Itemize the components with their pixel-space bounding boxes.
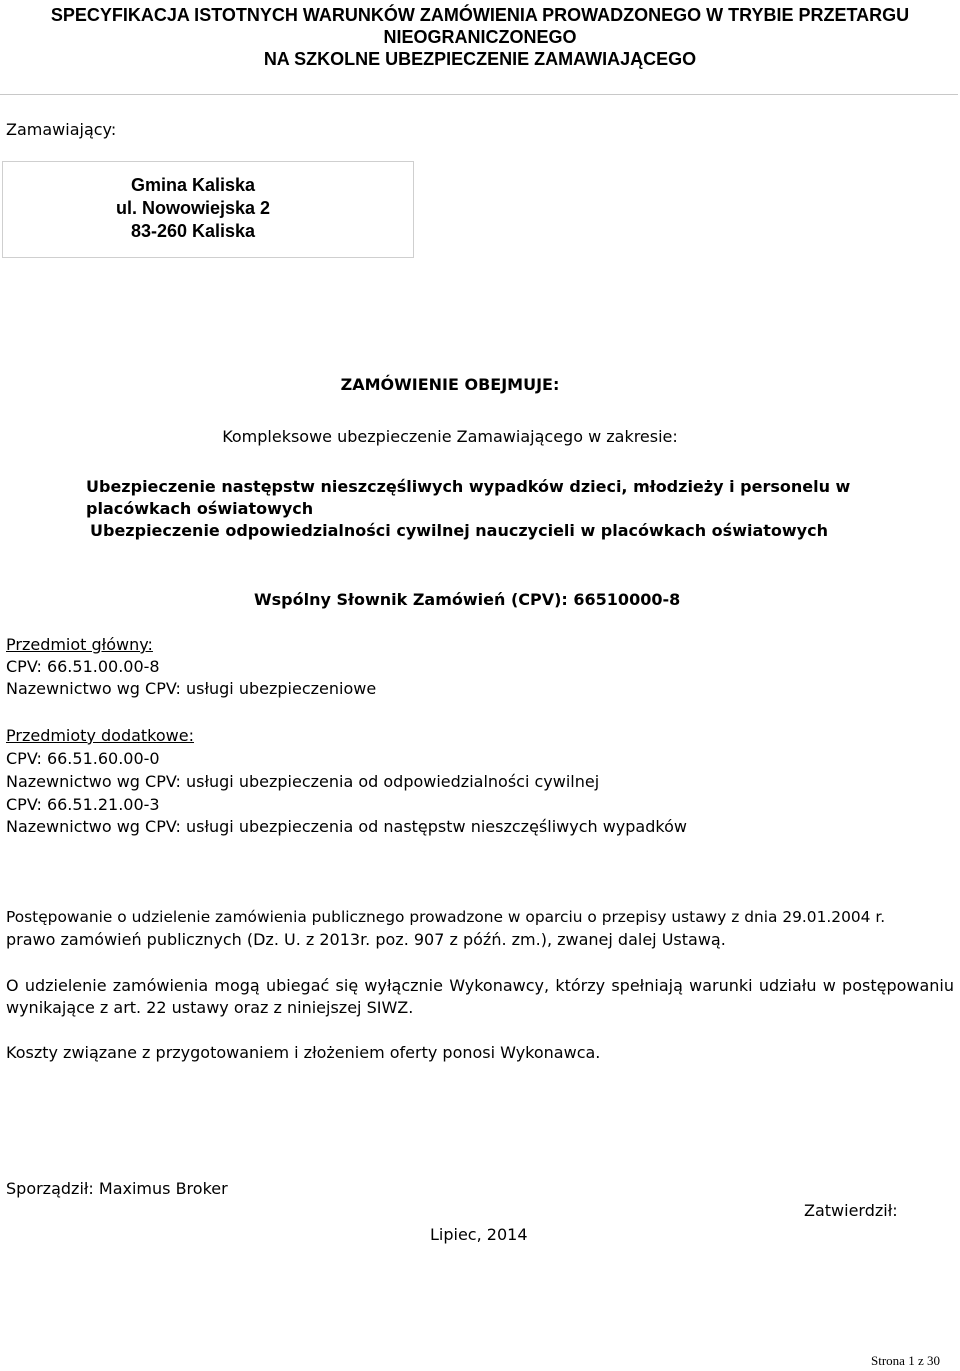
scope-intro: Kompleksowe ubezpieczenie Zamawiającego w zakresie:: [222, 427, 678, 446]
client-street: ul. Nowowiejska 2: [115, 198, 271, 218]
cpv-extra-2-name: Nazewnictwo wg CPV: usługi ubezpieczenia od następstw nieszczęśliwych wypadków: [6, 817, 687, 836]
document-title-line-3: NA SZKOLNE UBEZPIECZENIE ZAMAWIAJĄCEGO: [263, 49, 697, 69]
cpv-heading: Wspólny Słownik Zamówień (CPV): 66510000-8: [254, 590, 681, 609]
procedure-paragraph-line-1: Postępowanie o udzielenie zamówienia publicznego prowadzone w oparciu o przepisy ustawy z dnia 29.01.2004 r.: [6, 908, 886, 926]
cpv-main-code: CPV: 66.51.00.00-8: [6, 657, 160, 676]
cpv-extra-1-name: Nazewnictwo wg CPV: usługi ubezpieczenia od odpowiedzialności cywilnej: [6, 772, 600, 791]
client-city: 83-260 Kaliska: [130, 221, 256, 241]
costs-paragraph: Koszty związane z przygotowaniem i złożeniem oferty ponosi Wykonawca.: [6, 1043, 601, 1062]
prepared-by: Sporządził: Maximus Broker: [6, 1179, 228, 1198]
cpv-extra-2-code: CPV: 66.51.21.00-3: [6, 795, 160, 814]
cpv-main-label: Przedmiot główny:: [6, 635, 153, 654]
client-label: Zamawiający:: [6, 120, 117, 139]
scope-item-accident-line-1: Ubezpieczenie następstw nieszczęśliwych wypadków dzieci, młodzieży i personelu w: [86, 477, 851, 496]
cpv-extra-1-code: CPV: 66.51.60.00-0: [6, 749, 160, 768]
client-address-box: [2, 161, 414, 258]
page-of: z: [917, 1353, 924, 1368]
header-divider: [0, 94, 958, 95]
page-number: [871, 1353, 940, 1369]
page-label: Strona: [871, 1353, 905, 1368]
approved-by-label: Zatwierdził:: [804, 1201, 898, 1220]
document-date: Lipiec, 2014: [430, 1225, 528, 1244]
client-name: Gmina Kaliska: [130, 175, 256, 195]
cpv-extra-label: Przedmioty dodatkowe:: [6, 726, 194, 745]
scope-heading: ZAMÓWIENIE OBEJMUJE:: [340, 375, 560, 394]
scope-item-accident-line-2: placówkach oświatowych: [86, 499, 314, 518]
document-title-line-1: SPECYFIKACJA ISTOTNYCH WARUNKÓW ZAMÓWIENIA PROWADZONEGO W TRYBIE PRZETARGU: [50, 5, 910, 25]
page-total: 30: [927, 1353, 940, 1368]
procedure-paragraph-line-2: prawo zamówień publicznych (Dz. U. z 2013r. poz. 907 z późń. zm.), zwanej dalej Ustawą.: [6, 930, 726, 949]
document-title-line-2: NIEOGRANICZONEGO: [383, 27, 577, 47]
cpv-main-name: Nazewnictwo wg CPV: usługi ubezpieczeniowe: [6, 679, 377, 698]
scope-item-liability: Ubezpieczenie odpowiedzialności cywilnej nauczycieli w placówkach oświatowych: [90, 521, 828, 540]
eligibility-paragraph: O udzielenie zamówienia mogą ubiegać się wyłącznie Wykonawcy, którzy spełniają warunki udziału w postępowaniu wynikające z art. 22 ustawy oraz z niniejszej SIWZ.: [6, 976, 954, 1017]
page-current: 1: [908, 1353, 915, 1368]
